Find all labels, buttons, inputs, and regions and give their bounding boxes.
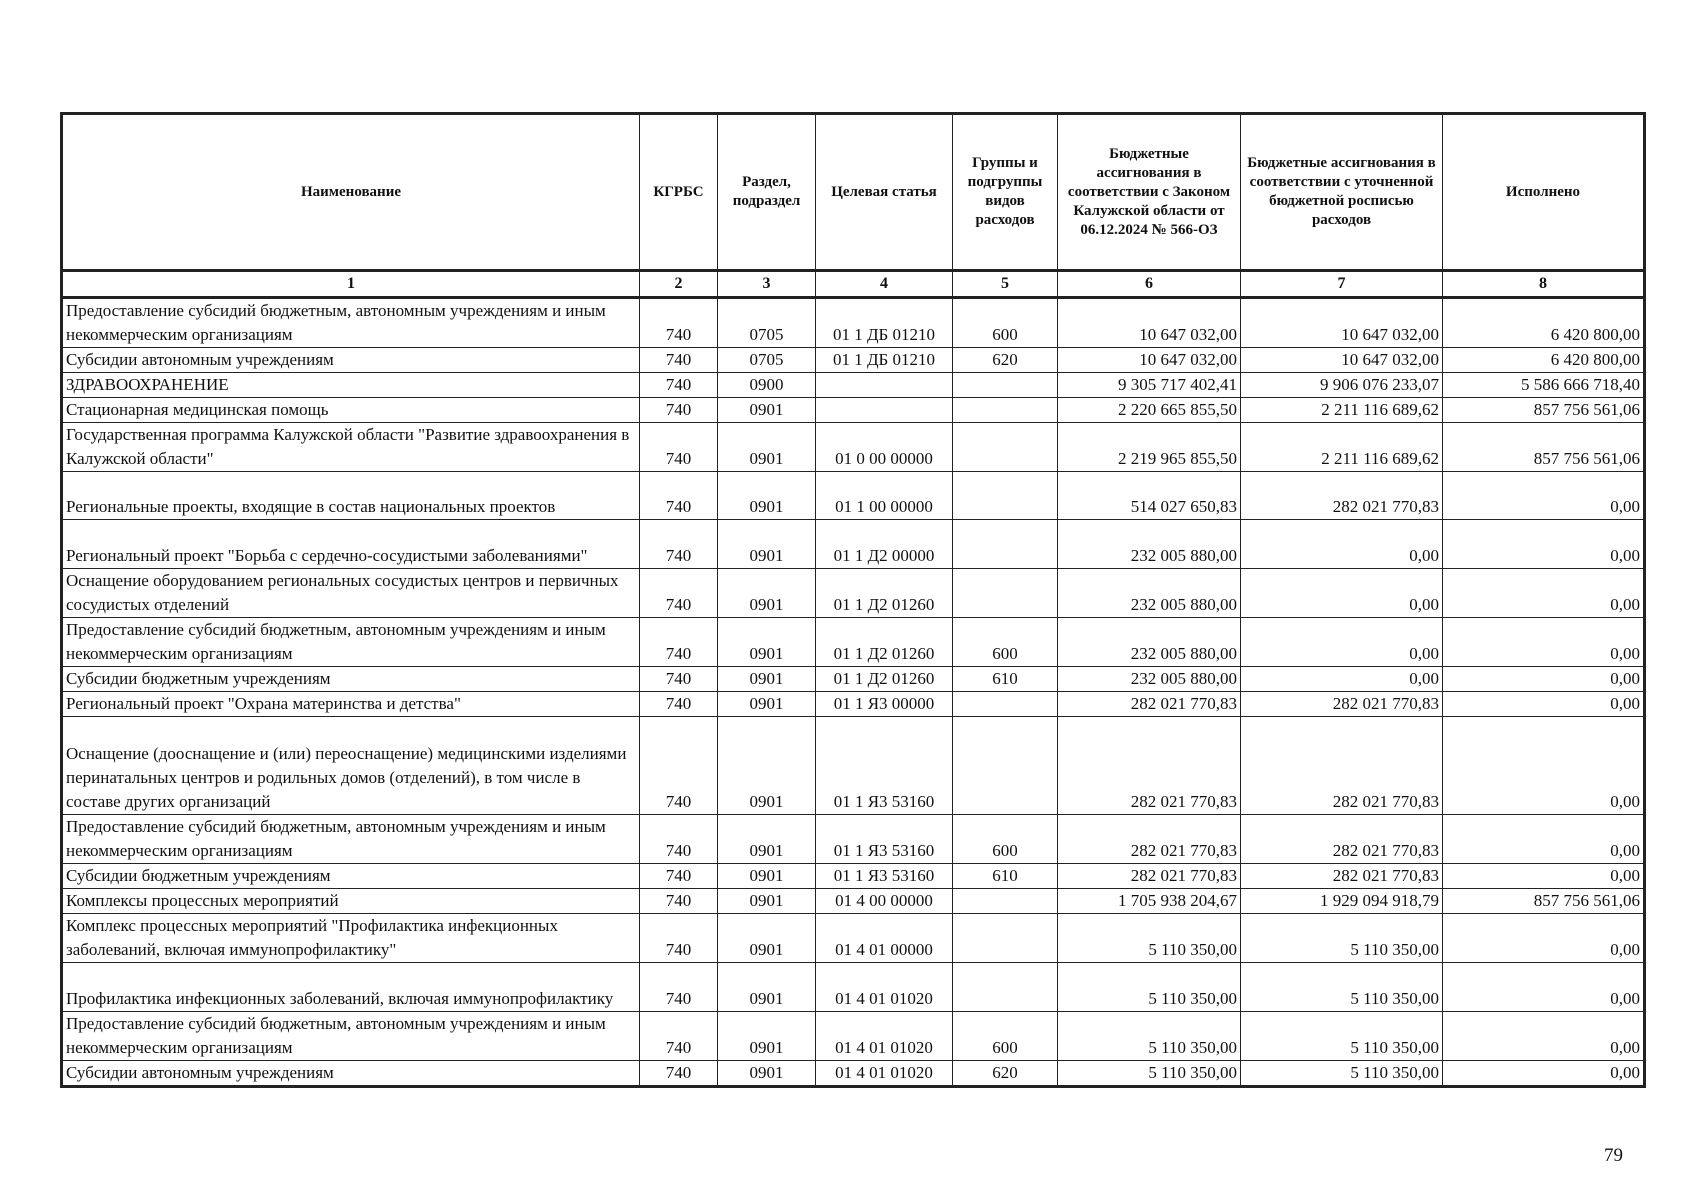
row-razdel-cell: 0901: [718, 423, 816, 472]
table-row: [62, 914, 1645, 963]
row-kgrbs-cell: 740: [640, 423, 718, 472]
table-row: [62, 815, 1645, 864]
row-kgrbs-cell: 740: [640, 520, 718, 569]
row-name-cell: Предоставление субсидий бюджетным, автономным учреждениям и иным некоммерческим организациям: [62, 1012, 640, 1061]
row-law-amount-cell: 10 647 032,00: [1058, 348, 1241, 373]
table-row: [62, 1061, 1645, 1087]
row-law-amount-cell: 282 021 770,83: [1058, 692, 1241, 717]
column-number: 7: [1241, 271, 1443, 298]
column-number: 4: [816, 271, 953, 298]
row-name-cell: Комплексы процессных мероприятий: [62, 889, 640, 914]
row-name-cell: Субсидии автономным учреждениям: [62, 348, 640, 373]
row-refined-amount-cell: 282 021 770,83: [1241, 692, 1443, 717]
row-executed-amount-cell: 0,00: [1443, 472, 1645, 520]
row-law-amount-cell: 1 705 938 204,67: [1058, 889, 1241, 914]
column-number: 5: [953, 271, 1058, 298]
row-executed-amount-cell: 0,00: [1443, 815, 1645, 864]
row-kgrbs-cell: 740: [640, 348, 718, 373]
row-kgrbs-cell: 740: [640, 373, 718, 398]
row-refined-amount-cell: 2 211 116 689,62: [1241, 398, 1443, 423]
row-law-amount-cell: 5 110 350,00: [1058, 963, 1241, 1012]
row-refined-amount-cell: 282 021 770,83: [1241, 864, 1443, 889]
row-kgrbs-cell: 740: [640, 963, 718, 1012]
row-vid-cell: [953, 423, 1058, 472]
header-celevaya: Целевая статья: [816, 114, 953, 271]
row-celevaya-cell: 01 4 01 01020: [816, 1012, 953, 1061]
column-number-row: [62, 271, 1645, 298]
row-celevaya-cell: 01 1 Д2 01260: [816, 569, 953, 618]
row-razdel-cell: 0901: [718, 864, 816, 889]
row-kgrbs-cell: 740: [640, 298, 718, 348]
row-vid-cell: [953, 398, 1058, 423]
row-executed-amount-cell: 857 756 561,06: [1443, 423, 1645, 472]
row-law-amount-cell: 5 110 350,00: [1058, 914, 1241, 963]
row-executed-amount-cell: 0,00: [1443, 717, 1645, 815]
row-name-cell: Субсидии бюджетным учреждениям: [62, 864, 640, 889]
table-row: [62, 618, 1645, 667]
table-row: [62, 569, 1645, 618]
row-kgrbs-cell: 740: [640, 914, 718, 963]
row-celevaya-cell: 01 1 Я3 53160: [816, 864, 953, 889]
row-kgrbs-cell: 740: [640, 472, 718, 520]
row-razdel-cell: 0901: [718, 963, 816, 1012]
row-executed-amount-cell: 0,00: [1443, 914, 1645, 963]
row-razdel-cell: 0901: [718, 569, 816, 618]
row-razdel-cell: 0901: [718, 692, 816, 717]
row-celevaya-cell: 01 1 Я3 53160: [816, 717, 953, 815]
table-row: [62, 692, 1645, 717]
row-vid-cell: 600: [953, 1012, 1058, 1061]
row-executed-amount-cell: 0,00: [1443, 618, 1645, 667]
row-name-cell: Субсидии бюджетным учреждениям: [62, 667, 640, 692]
row-law-amount-cell: 282 021 770,83: [1058, 864, 1241, 889]
column-number: 6: [1058, 271, 1241, 298]
table-row: [62, 889, 1645, 914]
row-razdel-cell: 0901: [718, 520, 816, 569]
header-law: Бюджетные ассигнования в соответствии с Законом Калужской области от 06.12.2024 № 566-ОЗ: [1058, 114, 1241, 271]
row-refined-amount-cell: 2 211 116 689,62: [1241, 423, 1443, 472]
row-celevaya-cell: 01 1 00 00000: [816, 472, 953, 520]
table-row: [62, 520, 1645, 569]
row-kgrbs-cell: 740: [640, 569, 718, 618]
row-law-amount-cell: 232 005 880,00: [1058, 618, 1241, 667]
row-name-cell: ЗДРАВООХРАНЕНИЕ: [62, 373, 640, 398]
row-executed-amount-cell: 6 420 800,00: [1443, 298, 1645, 348]
row-name-cell: Профилактика инфекционных заболеваний, включая иммунопрофилактику: [62, 963, 640, 1012]
row-vid-cell: [953, 569, 1058, 618]
row-law-amount-cell: 282 021 770,83: [1058, 717, 1241, 815]
row-name-cell: Оснащение оборудованием региональных сосудистых центров и первичных сосудистых отделений: [62, 569, 640, 618]
row-refined-amount-cell: 5 110 350,00: [1241, 963, 1443, 1012]
row-executed-amount-cell: 0,00: [1443, 692, 1645, 717]
row-refined-amount-cell: 0,00: [1241, 667, 1443, 692]
row-kgrbs-cell: 740: [640, 1061, 718, 1087]
row-executed-amount-cell: 0,00: [1443, 1012, 1645, 1061]
row-razdel-cell: 0901: [718, 717, 816, 815]
row-executed-amount-cell: 6 420 800,00: [1443, 348, 1645, 373]
column-number: 3: [718, 271, 816, 298]
row-name-cell: Предоставление субсидий бюджетным, автономным учреждениям и иным некоммерческим организациям: [62, 618, 640, 667]
table-row: [62, 298, 1645, 348]
table-row: [62, 373, 1645, 398]
row-name-cell: Субсидии автономным учреждениям: [62, 1061, 640, 1087]
row-refined-amount-cell: 5 110 350,00: [1241, 914, 1443, 963]
header-executed: Исполнено: [1443, 114, 1645, 271]
row-name-cell: Предоставление субсидий бюджетным, автономным учреждениям и иным некоммерческим организациям: [62, 298, 640, 348]
row-vid-cell: [953, 889, 1058, 914]
row-kgrbs-cell: 740: [640, 667, 718, 692]
row-vid-cell: [953, 373, 1058, 398]
row-law-amount-cell: 2 220 665 855,50: [1058, 398, 1241, 423]
row-refined-amount-cell: 9 906 076 233,07: [1241, 373, 1443, 398]
row-celevaya-cell: 01 4 00 00000: [816, 889, 953, 914]
row-razdel-cell: 0901: [718, 1061, 816, 1087]
header-name: Наименование: [62, 114, 640, 271]
row-refined-amount-cell: 0,00: [1241, 569, 1443, 618]
header-gruppy: Группы и подгруппы видов расходов: [953, 114, 1058, 271]
row-vid-cell: [953, 472, 1058, 520]
row-vid-cell: [953, 717, 1058, 815]
header-razdel: Раздел, подраздел: [718, 114, 816, 271]
row-celevaya-cell: 01 1 Д2 01260: [816, 667, 953, 692]
row-refined-amount-cell: 5 110 350,00: [1241, 1012, 1443, 1061]
row-executed-amount-cell: 5 586 666 718,40: [1443, 373, 1645, 398]
row-executed-amount-cell: 0,00: [1443, 569, 1645, 618]
row-celevaya-cell: 01 4 01 01020: [816, 963, 953, 1012]
row-law-amount-cell: 5 110 350,00: [1058, 1061, 1241, 1087]
row-refined-amount-cell: 1 929 094 918,79: [1241, 889, 1443, 914]
row-executed-amount-cell: 0,00: [1443, 1061, 1645, 1087]
row-celevaya-cell: 01 1 Я3 53160: [816, 815, 953, 864]
row-celevaya-cell: 01 1 Я3 00000: [816, 692, 953, 717]
row-name-cell: Предоставление субсидий бюджетным, автономным учреждениям и иным некоммерческим организациям: [62, 815, 640, 864]
row-executed-amount-cell: 857 756 561,06: [1443, 398, 1645, 423]
row-law-amount-cell: 5 110 350,00: [1058, 1012, 1241, 1061]
row-razdel-cell: 0901: [718, 398, 816, 423]
table-row: [62, 864, 1645, 889]
row-refined-amount-cell: 10 647 032,00: [1241, 298, 1443, 348]
row-refined-amount-cell: 282 021 770,83: [1241, 472, 1443, 520]
row-vid-cell: [953, 692, 1058, 717]
row-law-amount-cell: 232 005 880,00: [1058, 569, 1241, 618]
budget-table-container: [60, 112, 1643, 1088]
table-row: [62, 398, 1645, 423]
row-name-cell: Региональный проект "Борьба с сердечно-сосудистыми заболеваниями": [62, 520, 640, 569]
row-razdel-cell: 0900: [718, 373, 816, 398]
row-razdel-cell: 0901: [718, 472, 816, 520]
row-law-amount-cell: 232 005 880,00: [1058, 667, 1241, 692]
table-row: [62, 1012, 1645, 1061]
row-vid-cell: 600: [953, 815, 1058, 864]
row-vid-cell: 610: [953, 864, 1058, 889]
row-kgrbs-cell: 740: [640, 717, 718, 815]
row-vid-cell: [953, 520, 1058, 569]
row-vid-cell: 610: [953, 667, 1058, 692]
row-name-cell: Комплекс процессных мероприятий "Профилактика инфекционных заболеваний, включая иммунопрофилактику": [62, 914, 640, 963]
row-name-cell: Оснащение (дооснащение и (или) переоснащение) медицинскими изделиями перинатальных центров и родильных домов (отделений), в том числе в составе других организаций: [62, 717, 640, 815]
row-razdel-cell: 0901: [718, 889, 816, 914]
row-refined-amount-cell: 5 110 350,00: [1241, 1061, 1443, 1087]
row-kgrbs-cell: 740: [640, 1012, 718, 1061]
row-celevaya-cell: [816, 373, 953, 398]
row-name-cell: Региональный проект "Охрана материнства и детства": [62, 692, 640, 717]
row-kgrbs-cell: 740: [640, 618, 718, 667]
row-name-cell: Государственная программа Калужской области "Развитие здравоохранения в Калужской области": [62, 423, 640, 472]
row-kgrbs-cell: 740: [640, 889, 718, 914]
row-razdel-cell: 0901: [718, 815, 816, 864]
header-kgrbs: КГРБС: [640, 114, 718, 271]
row-law-amount-cell: 282 021 770,83: [1058, 815, 1241, 864]
row-name-cell: Стационарная медицинская помощь: [62, 398, 640, 423]
row-law-amount-cell: 9 305 717 402,41: [1058, 373, 1241, 398]
row-razdel-cell: 0901: [718, 914, 816, 963]
row-razdel-cell: 0705: [718, 298, 816, 348]
budget-table: [60, 112, 1646, 1088]
row-refined-amount-cell: 282 021 770,83: [1241, 717, 1443, 815]
row-razdel-cell: 0705: [718, 348, 816, 373]
row-name-cell: Региональные проекты, входящие в состав национальных проектов: [62, 472, 640, 520]
row-refined-amount-cell: 0,00: [1241, 618, 1443, 667]
row-law-amount-cell: 10 647 032,00: [1058, 298, 1241, 348]
column-number: 1: [62, 271, 640, 298]
row-razdel-cell: 0901: [718, 618, 816, 667]
row-vid-cell: [953, 914, 1058, 963]
row-celevaya-cell: 01 0 00 00000: [816, 423, 953, 472]
row-executed-amount-cell: 0,00: [1443, 963, 1645, 1012]
table-row: [62, 963, 1645, 1012]
row-kgrbs-cell: 740: [640, 815, 718, 864]
row-razdel-cell: 0901: [718, 1012, 816, 1061]
table-row: [62, 472, 1645, 520]
header-row: [62, 114, 1645, 271]
row-celevaya-cell: [816, 398, 953, 423]
row-celevaya-cell: 01 1 ДБ 01210: [816, 348, 953, 373]
row-kgrbs-cell: 740: [640, 692, 718, 717]
page-number: 79: [1604, 1145, 1623, 1166]
row-refined-amount-cell: 0,00: [1241, 520, 1443, 569]
row-razdel-cell: 0901: [718, 667, 816, 692]
row-executed-amount-cell: 0,00: [1443, 520, 1645, 569]
table-body: [62, 298, 1645, 1087]
row-law-amount-cell: 514 027 650,83: [1058, 472, 1241, 520]
row-vid-cell: 600: [953, 298, 1058, 348]
row-celevaya-cell: 01 1 Д2 00000: [816, 520, 953, 569]
row-executed-amount-cell: 857 756 561,06: [1443, 889, 1645, 914]
row-vid-cell: 600: [953, 618, 1058, 667]
row-vid-cell: [953, 963, 1058, 1012]
row-celevaya-cell: 01 4 01 01020: [816, 1061, 953, 1087]
row-law-amount-cell: 2 219 965 855,50: [1058, 423, 1241, 472]
row-refined-amount-cell: 282 021 770,83: [1241, 815, 1443, 864]
row-law-amount-cell: 232 005 880,00: [1058, 520, 1241, 569]
row-vid-cell: 620: [953, 1061, 1058, 1087]
table-row: [62, 667, 1645, 692]
column-number: 8: [1443, 271, 1645, 298]
row-kgrbs-cell: 740: [640, 864, 718, 889]
column-number: 2: [640, 271, 718, 298]
table-row: [62, 717, 1645, 815]
row-kgrbs-cell: 740: [640, 398, 718, 423]
header-refined: Бюджетные ассигнования в соответствии с уточненной бюджетной росписью расходов: [1241, 114, 1443, 271]
row-executed-amount-cell: 0,00: [1443, 667, 1645, 692]
row-vid-cell: 620: [953, 348, 1058, 373]
table-row: [62, 348, 1645, 373]
row-executed-amount-cell: 0,00: [1443, 864, 1645, 889]
row-refined-amount-cell: 10 647 032,00: [1241, 348, 1443, 373]
table-row: [62, 423, 1645, 472]
row-celevaya-cell: 01 1 ДБ 01210: [816, 298, 953, 348]
row-celevaya-cell: 01 1 Д2 01260: [816, 618, 953, 667]
row-celevaya-cell: 01 4 01 00000: [816, 914, 953, 963]
